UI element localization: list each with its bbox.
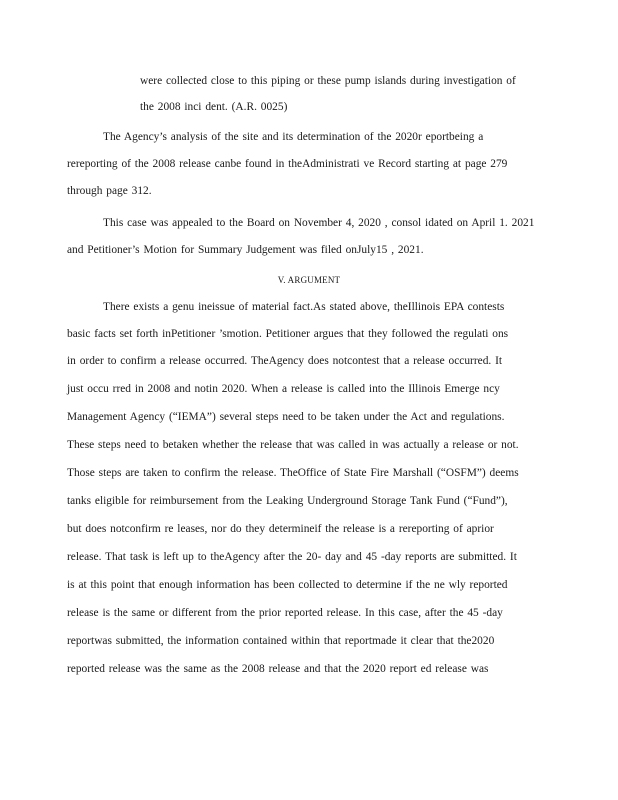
paragraph-line: but does notconfirm re leases, nor do they determineif the release is a rereporting of aprior [67, 523, 494, 535]
paragraph-line: The Agency’s analysis of the site and its determination of the 2020r eportbeing a [103, 131, 484, 143]
paragraph-line: release is the same or different from the prior reported release. In this case, after the 45 -day [67, 607, 503, 619]
paragraph-line: just occu rred in 2008 and notin 2020. When a release is called into the Illinois Emerge ncy [67, 383, 500, 395]
paragraph-line: basic facts set forth inPetitioner ’smotion. Petitioner argues that they followed the regulati ons [67, 328, 509, 340]
paragraph-line: Management Agency (“IEMA”) several steps need to be taken under the Act and regulations. [67, 411, 505, 423]
paragraph-line: Those steps are taken to confirm the release. TheOffice of State Fire Marshall (“OSFM”) deems [67, 467, 519, 479]
paragraph-line: is at this point that enough information has been collected to determine if the ne wly reported [67, 579, 508, 591]
paragraph-line: tanks eligible for reimbursement from the Leaking Underground Storage Tank Fund (“Fund”), [67, 495, 508, 507]
paragraph-line: release. That task is left up to theAgency after the 20- day and 45 -day reports are submitted. It [67, 551, 517, 563]
section-heading: V. ARGUMENT [277, 275, 341, 285]
paragraph-line: reported release was the same as the 2008 release and that the 2020 report ed release was [67, 663, 489, 675]
paragraph-line: reportwas submitted, the information contained within that reportmade it clear that the2020 [67, 635, 495, 647]
paragraph-line: There exists a genu ineissue of material fact.As stated above, theIllinois EPA contests [103, 301, 505, 313]
paragraph-line: This case was appealed to the Board on November 4, 2020 , consol idated on April 1. 2021 [103, 217, 535, 229]
paragraph-line: through page 312. [67, 185, 152, 197]
paragraph-line: These steps need to betaken whether the release that was called in was actually a release or not. [67, 439, 519, 451]
paragraph-line: rereporting of the 2008 release canbe found in theAdministrati ve Record starting at page 279 [67, 158, 508, 170]
quote-line: the 2008 inci dent. (A.R. 0025) [140, 101, 288, 113]
paragraph-line: in order to confirm a release occurred. TheAgency does notcontest that a release occurred. It [67, 355, 503, 367]
quote-line: were collected close to this piping or these pump islands during investigation of [140, 75, 516, 87]
paragraph-line: and Petitioner’s Motion for Summary Judgement was filed onJuly15 , 2021. [67, 244, 424, 256]
